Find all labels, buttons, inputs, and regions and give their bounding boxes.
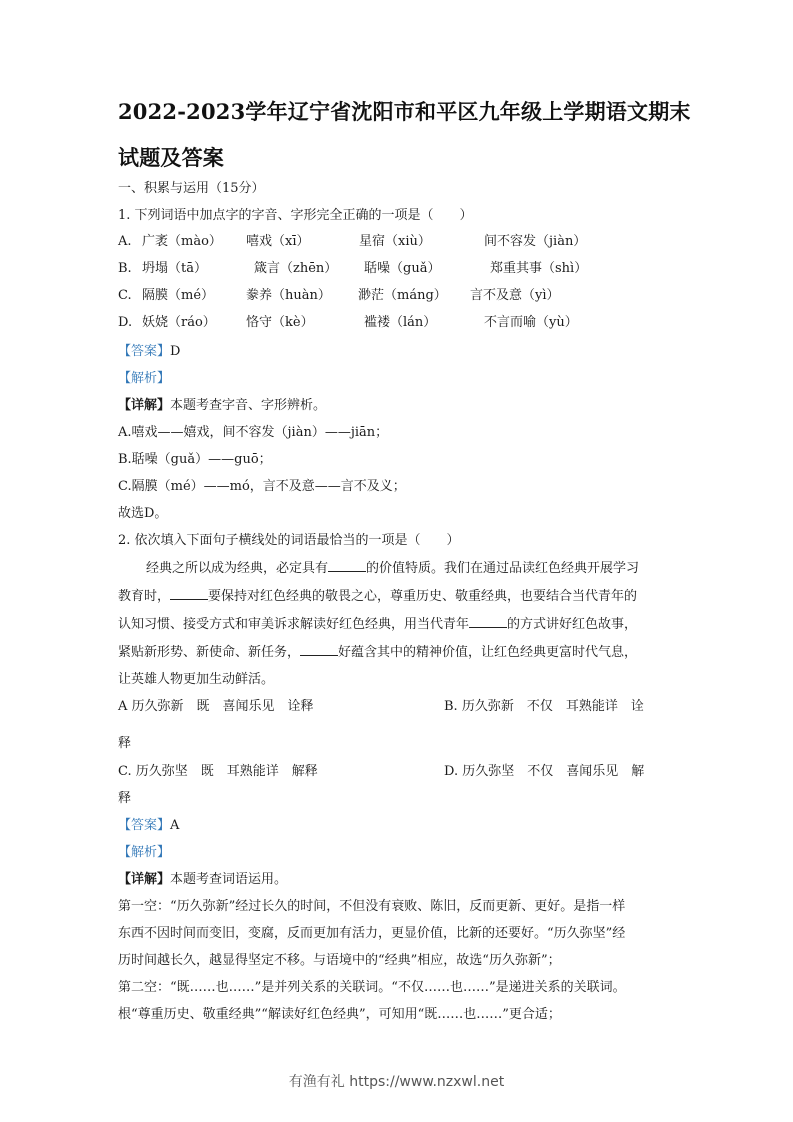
q1-a-item-3: 星宿（xiù） <box>359 234 431 249</box>
footer-watermark: 有渔有礼 https://www.nzxwl.net <box>288 1074 505 1090</box>
q2-passage-line-3: 认知习惯、接受方式和审美诉求解读好红色经典，用当代青年 的方式讲好红色故事， <box>118 617 638 632</box>
q2-explanation-5: 根“尊重历史、敬重经典”“解读好红色经典”，可知用“既……也……”更合适； <box>118 1007 561 1022</box>
q2-answer: 【答案】A <box>118 818 180 833</box>
document-title-line-2: 试题及答案 <box>118 145 224 170</box>
fill-blank-3 <box>469 615 507 628</box>
q2-option-a: A 历久弥新 既 喜闻乐见 诠释 <box>118 699 314 714</box>
answer-label: 【答案】 <box>118 344 171 359</box>
q2-analysis-label: 【解析】 <box>118 845 171 860</box>
q2-option-c: C. 历久弥坚 既 耳熟能详 解释 <box>118 764 318 779</box>
q2-passage-line-4: 紧贴新形势、新使命、新任务， 好蕴含其中的精神价值，让红色经典更富时代气息， <box>118 645 638 660</box>
answer-value: D <box>170 344 181 359</box>
q1-explanation-3: C.隔膜（mé）——mó，言不及意——言不及义； <box>118 479 406 494</box>
detail-label: 【详解】 <box>118 398 171 413</box>
q2-passage-line-5: 让英雄人物更加生动鲜活。 <box>118 672 275 687</box>
fill-blank-2 <box>170 587 208 600</box>
q2-passage-line-2: 教育时， 要保持对红色经典的敬畏之心，尊重历史、敬重经典，也要结合当代青年的 <box>118 589 638 604</box>
q2-option-d-wrap: 释 <box>118 791 132 806</box>
question-1-stem: 1. 下列词语中加点字的字音、字形完全正确的一项是（ ） <box>118 208 473 223</box>
q1-answer <box>118 343 180 361</box>
fill-blank-4 <box>300 643 338 656</box>
q1-explanation-2: B.聒噪（guǎ）——guō； <box>118 452 272 467</box>
q1-option-d: D. 妖娆（ráo） 恪守（kè） 褴褛（lán） 不言而喻（yù） <box>118 315 578 330</box>
q2-explanation-2: 东西不因时间而变旧，变腐，反而更加有活力，更显价值，比新的还要好。“历久弥坚”经 <box>118 926 626 941</box>
q2-option-b: B. 历久弥新 不仅 耳熟能详 诠 <box>444 699 644 714</box>
q1-a-item-2: 嘻戏（xī） <box>246 234 310 249</box>
section-heading: 一、积累与运用（15分） <box>118 181 265 196</box>
q1-option-a: A. 广袤（mào） 嘻戏（xī） 星宿（xiù） 间不容发（jiàn） <box>118 234 587 249</box>
document-title-line-1: 2022-2023学年辽宁省沈阳市和平区九年级上学期语文期末 <box>118 99 691 124</box>
q1-option-b: B. 坍塌（tā） 箴言（zhēn） 聒噪（guǎ） 郑重其事（shì） <box>118 261 588 276</box>
q1-explanation-1: A.嘻戏——嬉戏，间不容发（jiàn）——jiān； <box>118 425 389 440</box>
q2-option-b-wrap: 释 <box>118 736 132 751</box>
q1-a-item-4: 间不容发（jiàn） <box>484 234 587 249</box>
q1-explanation-4: 故选D。 <box>118 506 168 521</box>
q1-analysis-label: 【解析】 <box>118 371 171 386</box>
q1-a-item-1: 广袤（mào） <box>142 234 222 249</box>
fill-blank-1 <box>328 559 366 572</box>
q2-detail: 【详解】本题考查词语运用。 <box>118 872 288 887</box>
q2-explanation-1: 第一空：“历久弥新”经过长久的时间，不但没有衰败、陈旧，反而更新、更好。是指一样 <box>118 899 626 914</box>
q1-detail: 【详解】本题考查字音、字形辨析。 <box>118 398 327 413</box>
q2-explanation-3: 历时间越长久，越显得坚定不移。与语境中的“经典”相应，故选“历久弥新”； <box>118 953 561 968</box>
q2-option-d: D. 历久弥坚 不仅 喜闻乐见 解 <box>444 764 645 779</box>
q2-passage-line-1: 经典之所以成为经典，必定具有 的价值特质。我们在通过品读红色经典开展学习 <box>146 561 640 576</box>
q2-explanation-4: 第二空：“既……也……”是并列关系的关联词。“不仅……也……”是递进关系的关联词。 <box>118 980 626 995</box>
q1-option-c: C. 隔膜（mé） 豢养（huàn） 渺茫（máng） 言不及意（yì） <box>118 288 560 303</box>
question-2-stem: 2. 依次填入下面句子横线处的词语最恰当的一项是（ ） <box>118 533 460 548</box>
